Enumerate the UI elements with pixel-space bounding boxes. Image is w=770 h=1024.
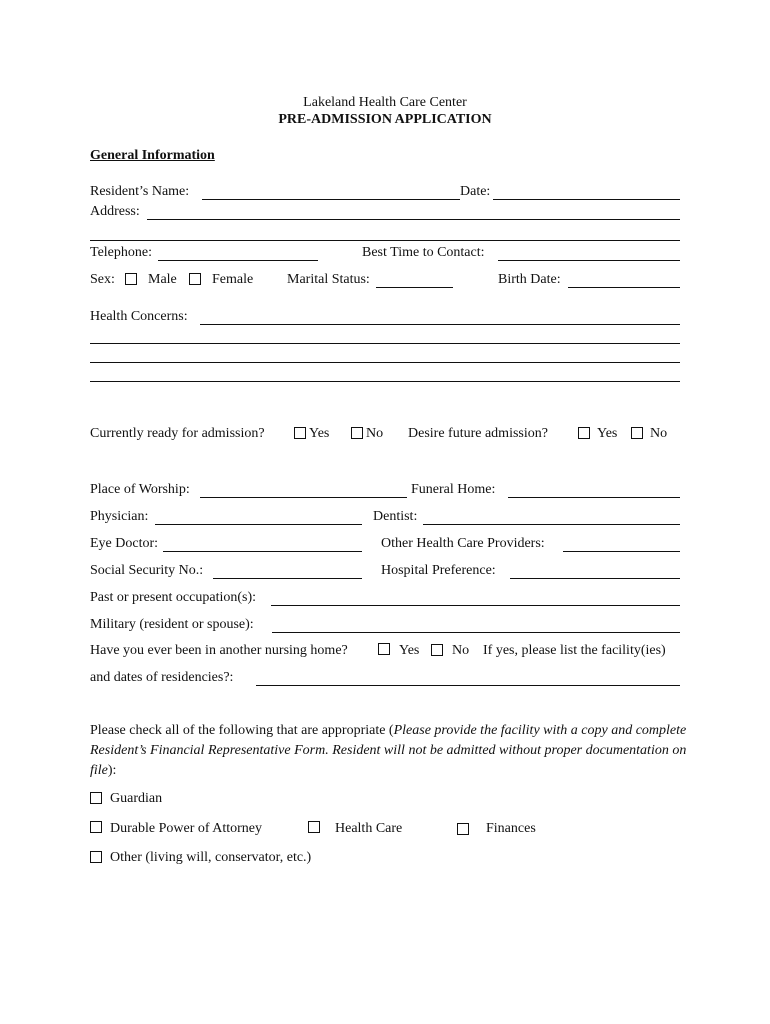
male-label: Male xyxy=(148,272,177,287)
other-providers-field[interactable] xyxy=(563,551,680,552)
date-label: Date: xyxy=(460,184,491,199)
physician-field[interactable] xyxy=(155,524,362,525)
nursing-home-label: Have you ever been in another nursing home? xyxy=(90,643,348,658)
ready-no-label: No xyxy=(366,426,384,441)
date-field[interactable] xyxy=(493,199,680,200)
ssn-label: Social Security No.: xyxy=(90,563,204,578)
occupation-field[interactable] xyxy=(271,605,680,606)
address-label: Address: xyxy=(90,204,140,219)
resident-name-field[interactable] xyxy=(202,199,460,200)
health-concerns-line-2[interactable] xyxy=(90,343,680,344)
section-title: General Information xyxy=(90,148,215,163)
finances-checkbox[interactable] xyxy=(457,823,469,835)
other-label: Other (living will, conservator, etc.) xyxy=(110,850,312,865)
funeral-home-label: Funeral Home: xyxy=(411,482,496,497)
military-label: Military (resident or spouse): xyxy=(90,617,254,632)
guardian-checkbox[interactable] xyxy=(90,792,102,804)
eye-doctor-field[interactable] xyxy=(163,551,362,552)
health-care-checkbox[interactable] xyxy=(308,821,320,833)
health-concerns-line-3[interactable] xyxy=(90,362,680,363)
dpoa-label: Durable Power of Attorney xyxy=(110,821,263,836)
funeral-home-field[interactable] xyxy=(508,497,680,498)
female-label: Female xyxy=(212,272,254,287)
sex-label: Sex: xyxy=(90,272,115,287)
ready-admission-label: Currently ready for admission? xyxy=(90,426,265,441)
birth-date-label: Birth Date: xyxy=(498,272,561,287)
guardian-label: Guardian xyxy=(110,791,163,806)
ready-no-checkbox[interactable] xyxy=(351,427,363,439)
instructions-tail: ): xyxy=(107,763,117,778)
future-yes-label: Yes xyxy=(597,426,618,441)
worship-label: Place of Worship: xyxy=(90,482,190,497)
nursing-yes-checkbox[interactable] xyxy=(378,643,390,655)
form-title: PRE-ADMISSION APPLICATION xyxy=(278,112,492,127)
ready-yes-checkbox[interactable] xyxy=(294,427,306,439)
dates-residencies-field[interactable] xyxy=(256,685,680,686)
address-field[interactable] xyxy=(147,219,680,220)
future-no-label: No xyxy=(650,426,668,441)
occupation-label: Past or present occupation(s): xyxy=(90,590,257,605)
future-no-checkbox[interactable] xyxy=(631,427,643,439)
finances-label: Finances xyxy=(486,821,536,836)
military-field[interactable] xyxy=(272,632,680,633)
best-time-label: Best Time to Contact: xyxy=(362,245,485,260)
instructions-lead: Please check all of the following that are appropriate ( xyxy=(90,723,394,738)
dentist-label: Dentist: xyxy=(373,509,418,524)
marital-status-label: Marital Status: xyxy=(287,272,370,287)
birth-date-field[interactable] xyxy=(568,287,680,288)
telephone-label: Telephone: xyxy=(90,245,152,260)
worship-field[interactable] xyxy=(200,497,407,498)
dpoa-checkbox[interactable] xyxy=(90,821,102,833)
male-checkbox[interactable] xyxy=(125,273,137,285)
nursing-yes-label: Yes xyxy=(399,643,420,658)
dentist-field[interactable] xyxy=(423,524,680,525)
nursing-no-label: No xyxy=(452,643,470,658)
address-field-line-2[interactable] xyxy=(90,240,680,241)
resident-name-label: Resident’s Name: xyxy=(90,184,190,199)
female-checkbox[interactable] xyxy=(189,273,201,285)
instructions-paragraph xyxy=(90,721,690,781)
other-checkbox[interactable] xyxy=(90,851,102,863)
health-care-label: Health Care xyxy=(335,821,403,836)
future-admission-label: Desire future admission? xyxy=(408,426,548,441)
list-facility-label: If yes, please list the facility(ies) xyxy=(483,643,666,658)
marital-status-field[interactable] xyxy=(376,287,453,288)
eye-doctor-label: Eye Doctor: xyxy=(90,536,159,551)
dates-residencies-label: and dates of residencies?: xyxy=(90,670,234,685)
telephone-field[interactable] xyxy=(158,260,318,261)
nursing-no-checkbox[interactable] xyxy=(431,644,443,656)
hospital-pref-label: Hospital Preference: xyxy=(381,563,496,578)
health-concerns-field[interactable] xyxy=(200,324,680,325)
hospital-pref-field[interactable] xyxy=(510,578,680,579)
best-time-field[interactable] xyxy=(498,260,680,261)
health-concerns-line-4[interactable] xyxy=(90,381,680,382)
other-providers-label: Other Health Care Providers: xyxy=(381,536,545,551)
health-concerns-label: Health Concerns: xyxy=(90,309,188,324)
instructions-italic: Please provide the facility with a copy and complete Resident’s Financial Representative Form. Resident will not be admitted without proper documentation on file xyxy=(90,723,687,778)
future-yes-checkbox[interactable] xyxy=(578,427,590,439)
ready-yes-label: Yes xyxy=(309,426,330,441)
physician-label: Physician: xyxy=(90,509,149,524)
ssn-field[interactable] xyxy=(213,578,362,579)
org-name: Lakeland Health Care Center xyxy=(303,95,467,110)
